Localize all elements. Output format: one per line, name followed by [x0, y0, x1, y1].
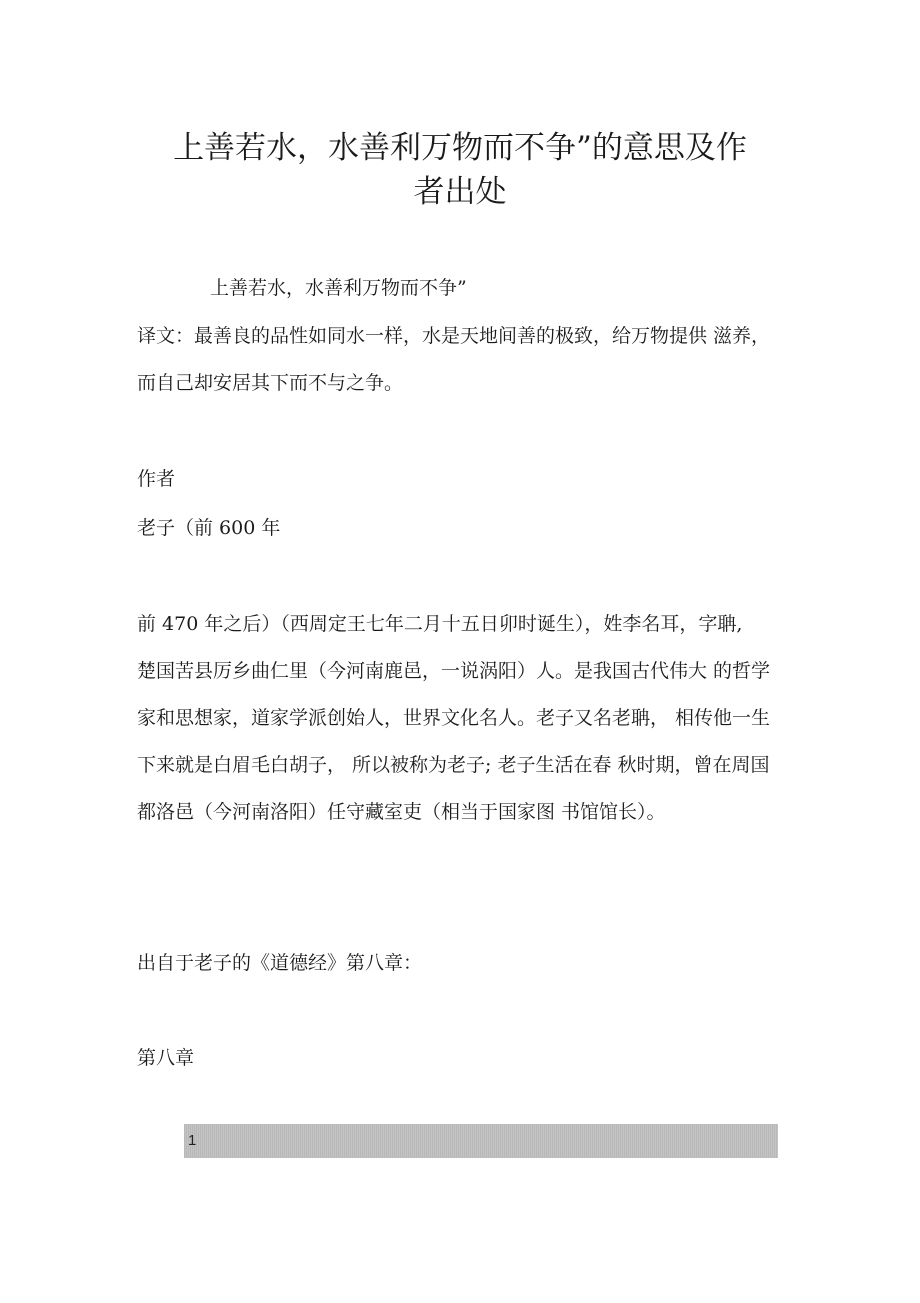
quote-line: 上善若水，水善利万物而不争”	[210, 277, 467, 299]
translation-line-1: 译文：最善良的品性如同水一样，水是天地间善的极致，给万物提供 滋养，	[137, 325, 771, 347]
page-footer-bar	[184, 1124, 778, 1158]
page-number: 1	[188, 1132, 197, 1149]
title-line-2: 者出处	[413, 174, 507, 210]
source-line: 出自于老子的《道德经》第八章：	[137, 952, 423, 974]
bio-line-1: 前 470 年之后）（西周定王七年二月十五日卯时诞生），姓李名耳，字聃,	[137, 613, 743, 635]
document-title	[0, 126, 920, 214]
author-name-line: 老子（前 600 年	[137, 517, 281, 539]
translation-line-2: 而自己却安居其下而不与之争。	[137, 372, 404, 394]
bio-line-2: 楚国苦县厉乡曲仁里（今河南鹿邑，一说涡阳）人。是我国古代伟大 的哲学	[137, 660, 771, 682]
author-heading: 作者	[137, 468, 176, 490]
bio-line-3: 家和思想家，道家学派创始人，世界文化名人。老子又名老聃， 相传他一生	[137, 707, 771, 729]
bio-line-5: 都洛邑（今河南洛阳）任守藏室吏（相当于国家图 书馆馆长）。	[137, 801, 666, 823]
chapter-heading: 第八章	[137, 1047, 195, 1069]
bio-line-4: 下来就是白眉毛白胡子， 所以被称为老子; 老子生活在春 秋时期，曾在周国	[137, 754, 770, 776]
title-line-1: 上善若水，水善利万物而不争”的意思及作	[173, 130, 747, 166]
